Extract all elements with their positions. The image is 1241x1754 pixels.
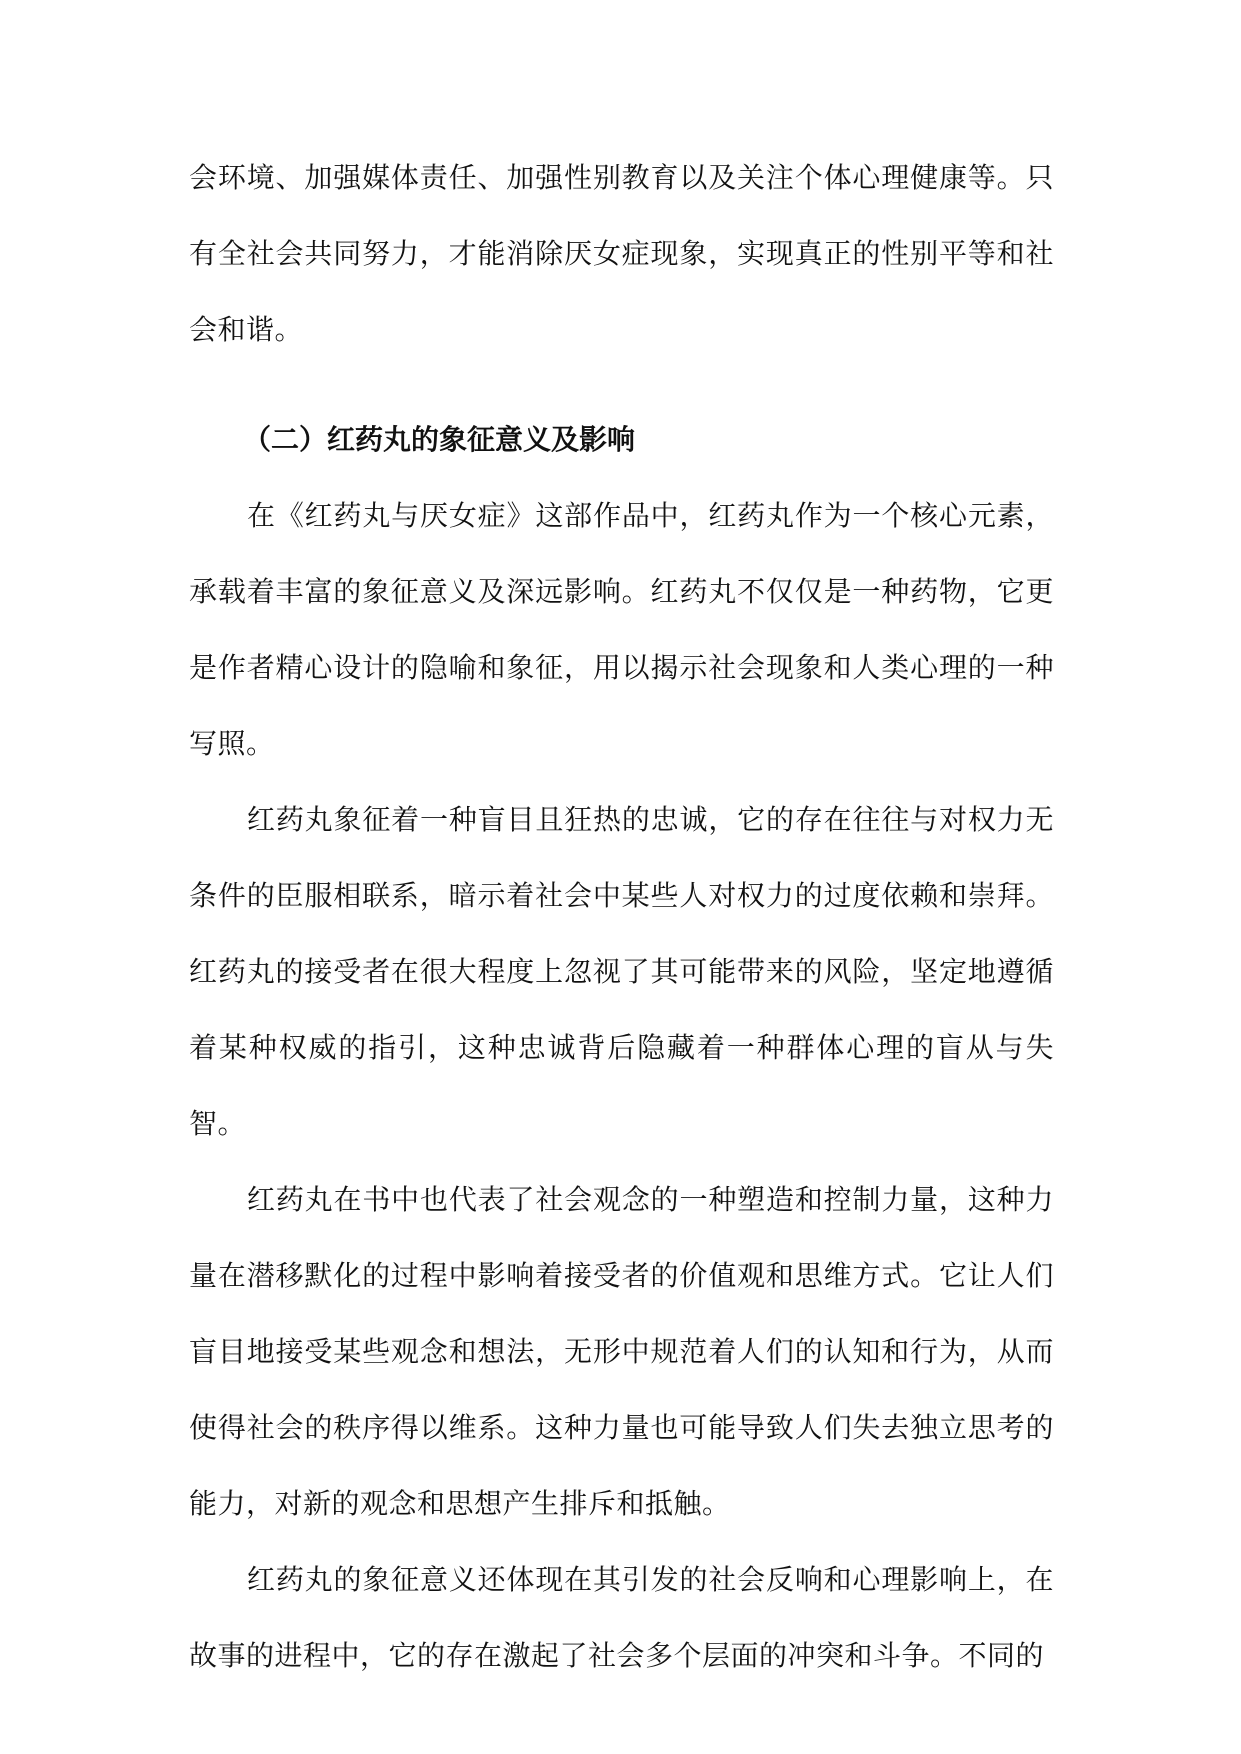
body-paragraph-1: 在《红药丸与厌女症》这部作品中，红药丸作为一个核心元素，承载着丰富的象征意义及深远影响。红药丸不仅仅是一种药物，它更是作者精心设计的隐喻和象征，用以揭示社会现象和人类心理的一种写照。 bbox=[189, 499, 1054, 760]
continuation-paragraph: 会环境、加强媒体责任、加强性别教育以及关注个体心理健康等。只有全社会共同努力，才能消除厌女症现象，实现真正的性别平等和社会和谐。 bbox=[189, 161, 1054, 346]
section-heading: （二）红药丸的象征意义及影响 bbox=[243, 423, 636, 456]
document-body bbox=[189, 140, 1054, 1694]
body-paragraph-4: 红药丸的象征意义还体现在其引发的社会反响和心理影响上，在故事的进程中，它的存在激起了社会多个层面的冲突和斗争。不同的 bbox=[189, 1563, 1054, 1672]
body-paragraph-3: 红药丸在书中也代表了社会观念的一种塑造和控制力量，这种力量在潜移默化的过程中影响着接受者的价值观和思维方式。它让人们盲目地接受某些观念和想法，无形中规范着人们的认知和行为，从而使得社会的秩序得以维系。这种力量也可能导致人们失去独立思考的能力，对新的观念和思想产生排斥和抵触。 bbox=[189, 1183, 1054, 1520]
body-paragraph-2: 红药丸象征着一种盲目且狂热的忠诚，它的存在往往与对权力无条件的臣服相联系，暗示着社会中某些人对权力的过度依赖和崇拜。红药丸的接受者在很大程度上忽视了其可能带来的风险，坚定地遵循着某种权威的指引，这种忠诚背后隐藏着一种群体心理的盲从与失智。 bbox=[189, 803, 1054, 1140]
